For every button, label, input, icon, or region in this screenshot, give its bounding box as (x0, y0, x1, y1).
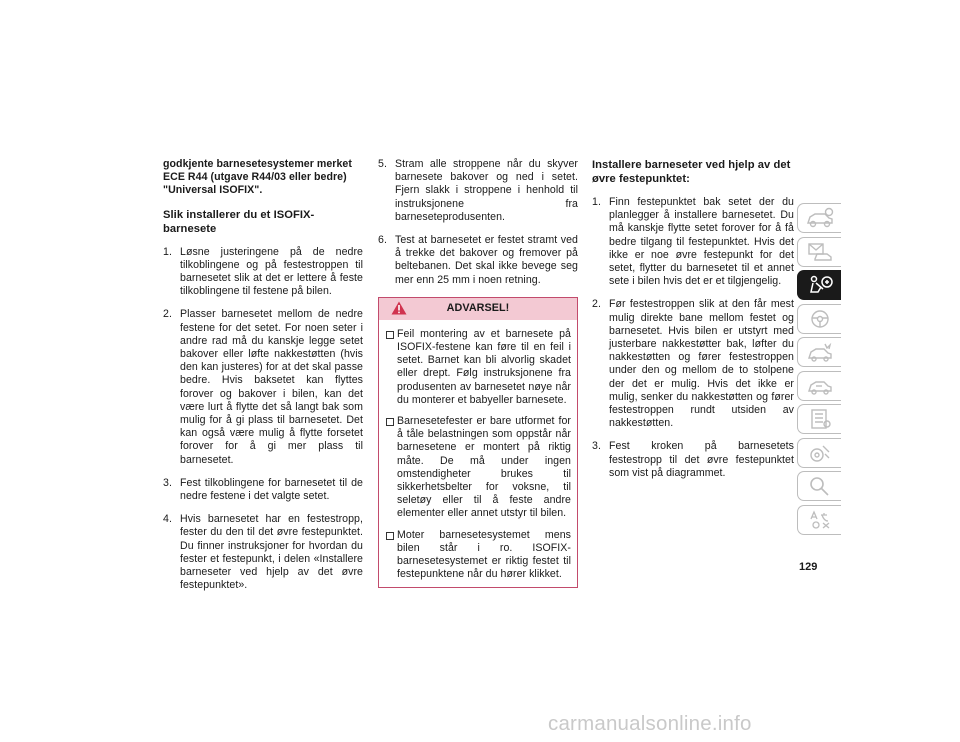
steering-wheel-icon (805, 308, 835, 330)
tab-car-mail[interactable] (797, 237, 841, 267)
steps-list-isofix (163, 246, 363, 593)
tab-car-crash[interactable] (797, 337, 841, 367)
list-item: 5. Stram alle stroppene når du skyver barnesete bakover og ned i setet. Fjern slakk i stroppene i henhold til instruksjonene fra barneseteprodusenten. (378, 158, 578, 223)
list-item: 4. Hvis barnesetet har en festestropp, fester du den til det øvre festepunktet. Du finner instruksjoner for hvordan du fester et festepunkt, i delen «Installere barneseter ved hjelp av det øvre festepunktet». (163, 513, 363, 592)
checkbox-bullet-icon (386, 529, 397, 582)
warning-box (378, 297, 578, 589)
language-index-icon (805, 509, 835, 531)
page-number: 129 (799, 561, 818, 573)
list-item: 3. Fest kroken på barnesetets festestropp til det øvre festepunktet som vist på diagrammet. (592, 440, 794, 479)
checkbox-bullet-icon (386, 328, 397, 407)
list-item: 6. Test at barnesetet er festet stramt ved å trekke det bakover og fremover på beltebanen. Det skal ikke bevege seg mer enn 25 mm i noen retning. (378, 234, 578, 286)
list-item: 2. Før festestroppen slik at den får mest mulig direkte bane mellom festet og barnesetet. Hvis bilen er utstyrt med justerbare nakkestøtter bak, løfter du nakkestøtten og fører festestroppen under den og mellom de to stolpene der det er mulig. Hvis det ikke er mulig, senker du nakkestøtten og fører festestroppen rundt utsiden av nakkestøtten. (592, 298, 794, 430)
lead-text: godkjente barnesetesystemer merket ECE R44 (utgave R44/03 eller bedre) "Universal ISOFIX". (163, 158, 352, 197)
column-right (592, 158, 794, 490)
car-info-icon (805, 207, 835, 229)
column-left (163, 158, 363, 602)
steps-list-continued (378, 158, 578, 287)
list-item: 1. Løsne justeringene på de nedre tilkoblingene og på festestroppen til barnesetet slik at det er lettere å feste tilkoblingene til festene på bilen. (163, 245, 363, 298)
warning-triangle-icon (391, 301, 407, 315)
list-item: 3. Fest tilkoblingene for barnesetet til de nedre festene i det valgte setet. (163, 476, 363, 503)
tab-car-info[interactable] (797, 203, 841, 233)
tab-checklist[interactable] (797, 404, 841, 434)
warning-item: Moter barnesetesystemet mens bilen står i ro. ISOFIX-barnesetesystemet er riktig festet til festepunktene når du hører klikket. (386, 529, 571, 582)
list-item: 1. Finn festepunktet bak setet der du planlegger å installere barnesetet. Du må kanskje flytte setet forover for å få bedre tilgang til festepunktet. Hvis det ikke er noe øvre festepunkt for det setet, flytter du barnesetet til et annet sete i bilen hvis det er et tilgjengelig. (592, 196, 794, 288)
tab-language-index[interactable] (797, 505, 841, 535)
warning-title: ADVARSEL! (446, 302, 510, 315)
tab-technical-specs[interactable] (797, 438, 841, 468)
airbag-safety-icon (805, 274, 835, 296)
watermark: carmanualsonline.info (548, 712, 752, 735)
technical-specs-icon (805, 442, 835, 464)
tab-steering[interactable] (797, 304, 841, 334)
tab-car-service[interactable] (797, 371, 841, 401)
car-mail-icon (805, 241, 835, 263)
steps-list-top-tether (592, 196, 794, 480)
magnifier-icon (805, 475, 835, 497)
checklist-icon (805, 408, 835, 430)
warning-item: Barnesetefester er bare utformet for å tåle belastningen som oppstår når barnesetene er montert på riktig måte. De må under ingen omstendigheter brukes til sikkerhetsbelter for voksne, til seletøy eller til å feste andre elementer eller annet utstyr til bilen. (386, 415, 571, 521)
car-service-icon (805, 375, 835, 397)
warning-item: Feil montering av et barnesete på ISOFIX-festene kan føre til en feil i setet. Barnet kan bli alvorlig skadet eller drept. Følg instruksjonene fra produsenten av barnesetet nøye når du monterer et babyeller barnesete. (386, 328, 571, 407)
tab-airbag-safety[interactable] (797, 270, 841, 300)
section-heading-isofix: Slik installerer du et ISOFIX-barnesete (163, 208, 315, 235)
car-crash-icon (805, 341, 835, 363)
list-item: 2. Plasser barnesetet mellom de nedre festene for det setet. For noen seter i andre rad må du kanskje legge setet bakover eller løfte nakkestøtten (hvis den kan justeres) for at det skal passe bedre. Hvis baksetet kan flyttes forover og bakover i bilen, kan det være lurt å flytte det så langt bak som mulig for å gi plass til barnesetet. Det kan også være mulig å flytte forsetet forover for å gi mer plass til barnesetet. (163, 308, 363, 466)
warning-body (379, 320, 577, 588)
checkbox-bullet-icon (386, 415, 397, 521)
warning-header (379, 298, 577, 320)
column-middle (378, 158, 578, 588)
tab-search[interactable] (797, 471, 841, 501)
section-heading-top-tether: Installere barneseter ved hjelp av det øvre festepunktet: (592, 159, 791, 185)
chapter-tabs (797, 203, 841, 538)
